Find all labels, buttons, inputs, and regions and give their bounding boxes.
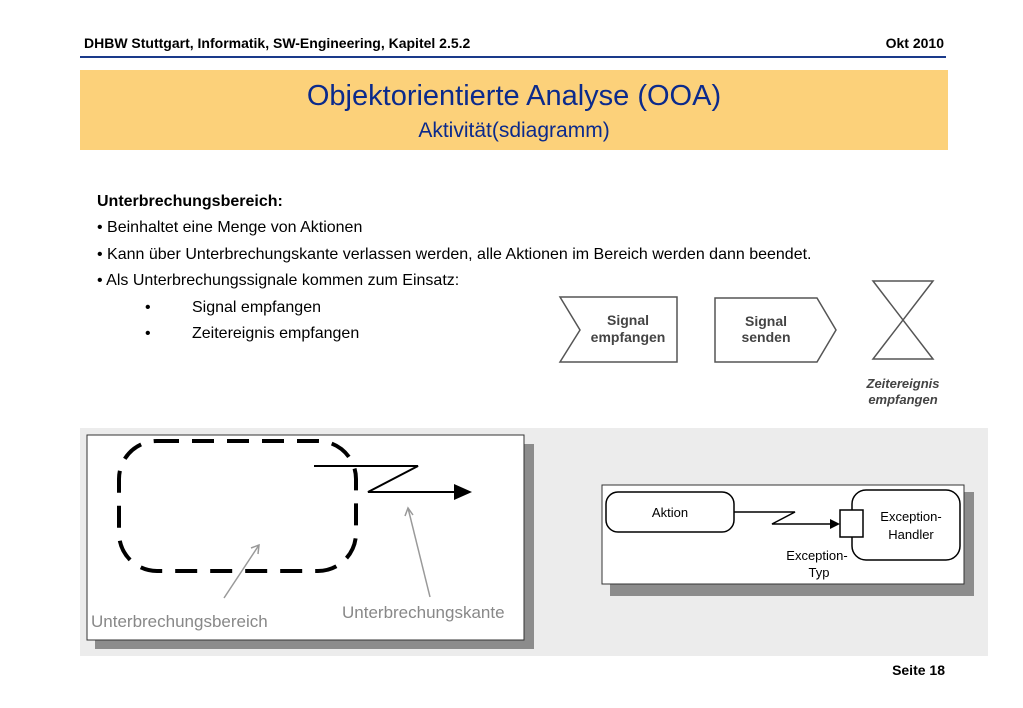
exception-type-label-2: Typ: [808, 565, 830, 580]
content-heading: Unterbrechungsbereich:: [97, 193, 283, 210]
header-divider: [80, 56, 946, 58]
exception-input-pin: [840, 510, 863, 537]
exception-type-label-1: Exception-: [786, 548, 848, 563]
slide-title: Objektorientierte Analyse (OOA): [306, 80, 722, 112]
signal-send-label-2: senden: [741, 329, 791, 345]
time-event-label-2: empfangen: [868, 392, 938, 407]
exception-handler-diagram: [600, 482, 978, 598]
sub-bullet-2-text: Zeitereignis empfangen: [192, 325, 360, 343]
signal-send-label-1: Signal: [744, 313, 788, 329]
header-date: Okt 2010: [885, 35, 944, 51]
action-label: Aktion: [651, 505, 689, 520]
signal-receive-shape: [560, 297, 677, 362]
sub-bullet-1-symbol: •: [145, 298, 151, 316]
time-event-label-1: Zeitereignis: [866, 376, 940, 391]
edge-label: Unterbrechungskante: [342, 603, 505, 622]
signal-receive-label-1: Signal: [606, 312, 650, 328]
interruptible-region-diagram: [86, 432, 536, 652]
signal-send-shape: [715, 298, 836, 362]
exception-handler-node: [852, 490, 960, 560]
signal-receive-label-2: empfangen: [590, 329, 666, 345]
sub-bullet-1-text: Signal empfangen: [192, 298, 321, 316]
header-course-info: DHBW Stuttgart, Informatik, SW-Engineering, Kapitel 2.5.2: [84, 35, 471, 51]
signal-symbols: [550, 276, 950, 416]
bullet-2: • Kann über Unterbrechungskante verlassen werden, alle Aktionen im Bereich werden dann beendet.: [97, 245, 812, 263]
bullet-3: • Als Unterbrechungssignale kommen zum Einsatz:: [97, 272, 460, 290]
title-band: [80, 70, 948, 150]
time-event-hourglass-icon: [866, 281, 940, 407]
bullet-1: • Beinhaltet eine Menge von Aktionen: [97, 219, 363, 237]
slide-subtitle: Aktivität(sdiagramm): [418, 119, 610, 142]
exception-handler-label-1: Exception-: [880, 509, 942, 524]
sub-bullet-2-symbol: •: [145, 325, 151, 343]
exception-handler-label-2: Handler: [888, 527, 934, 542]
page-number: Seite 18: [892, 662, 945, 678]
region-label: Unterbrechungsbereich: [91, 612, 268, 631]
